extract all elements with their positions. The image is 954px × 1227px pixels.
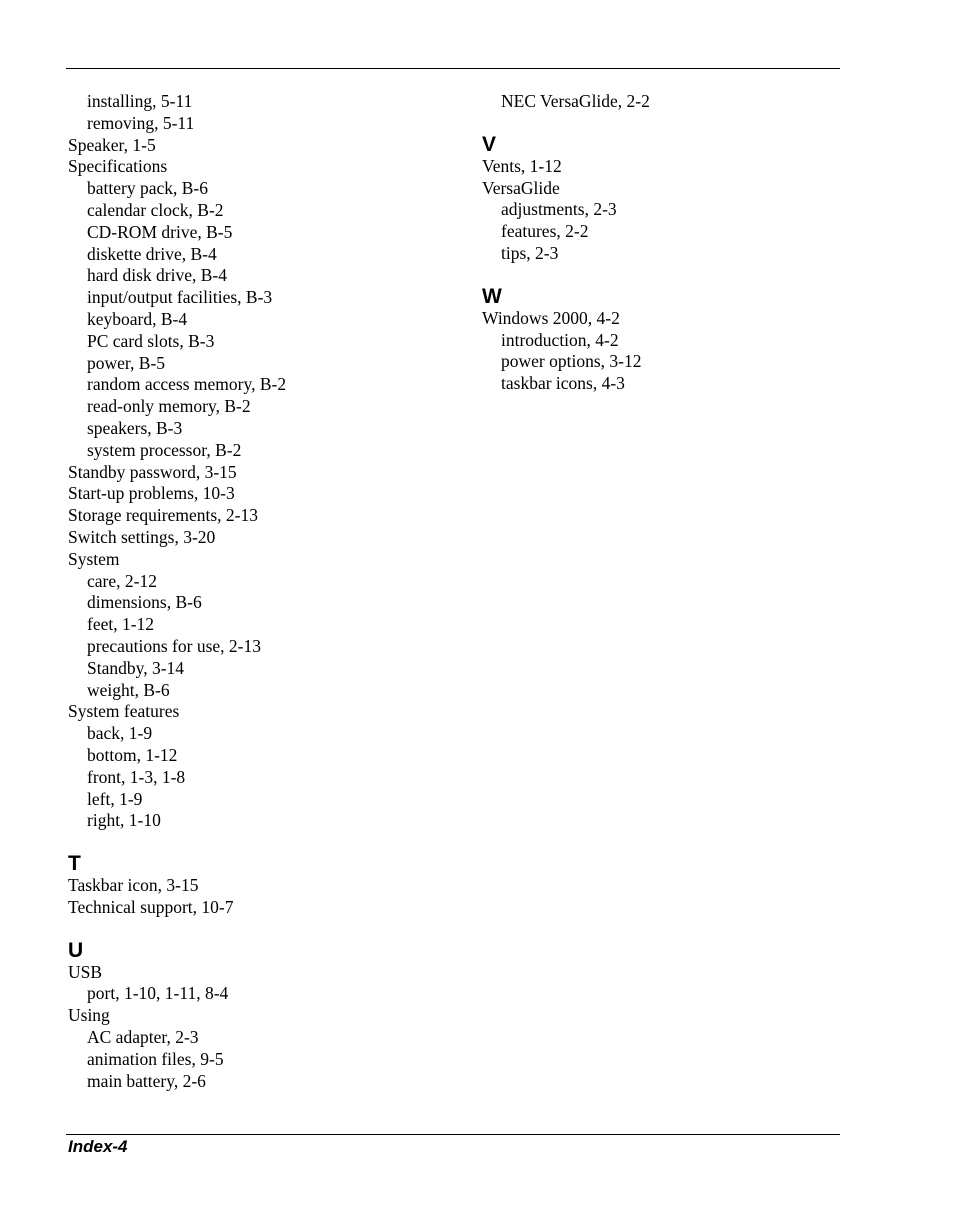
index-subentry: calendar clock, B-2 [87, 199, 224, 220]
index-letter-heading: V [482, 132, 497, 156]
index-entry: Using [68, 1005, 110, 1026]
index-letter-heading: W [482, 284, 502, 308]
index-entry: Start-up problems, 10-3 [68, 483, 235, 504]
index-subentry: animation files, 9-5 [87, 1048, 224, 1069]
index-subentry: adjustments, 2-3 [501, 199, 617, 220]
index-entry: System features [68, 701, 180, 722]
footer-rule [66, 1134, 840, 1135]
index-subentry: power, B-5 [87, 352, 166, 373]
index-entry: VersaGlide [482, 177, 560, 198]
index-letter-heading: U [68, 938, 84, 962]
index-column-right [482, 91, 862, 395]
index-subentry: back, 1-9 [87, 723, 153, 744]
index-entry: Standby password, 3-15 [68, 461, 237, 482]
index-entry: System [68, 548, 120, 569]
index-subentry: main battery, 2-6 [87, 1070, 206, 1091]
index-subentry: CD-ROM drive, B-5 [87, 221, 233, 242]
index-subentry: front, 1-3, 1-8 [87, 766, 186, 787]
index-subentry: care, 2-12 [87, 570, 157, 591]
index-entry: Switch settings, 3-20 [68, 526, 216, 547]
index-entry: Taskbar icon, 3-15 [68, 875, 199, 896]
index-entry: Vents, 1-12 [482, 155, 562, 176]
index-subentry: battery pack, B-6 [87, 178, 208, 199]
index-subentry: NEC VersaGlide, 2-2 [501, 91, 650, 111]
header-rule [66, 68, 840, 69]
index-subentry: system processor, B-2 [87, 439, 242, 460]
index-entry: Storage requirements, 2-13 [68, 505, 259, 526]
index-subentry: AC adapter, 2-3 [87, 1027, 199, 1048]
index-subentry: bottom, 1-12 [87, 744, 178, 765]
index-subentry: dimensions, B-6 [87, 592, 202, 613]
index-subentry: features, 2-2 [501, 221, 589, 242]
index-entry: Specifications [68, 156, 168, 177]
index-subentry: precautions for use, 2-13 [87, 635, 261, 656]
index-subentry: input/output facilities, B-3 [87, 287, 273, 308]
index-subentry: Standby, 3-14 [87, 657, 185, 678]
index-subentry: keyboard, B-4 [87, 308, 188, 329]
index-subentry: random access memory, B-2 [87, 374, 287, 395]
index-entry: Windows 2000, 4-2 [482, 307, 620, 328]
index-subentry: hard disk drive, B-4 [87, 265, 227, 286]
index-subentry: removing, 5-11 [87, 112, 195, 133]
index-subentry: port, 1-10, 1-11, 8-4 [87, 983, 229, 1004]
index-subentry: PC card slots, B-3 [87, 330, 215, 351]
index-entry: Speaker, 1-5 [68, 134, 156, 155]
index-subentry: installing, 5-11 [87, 91, 193, 111]
index-subentry: diskette drive, B-4 [87, 243, 217, 264]
index-letter-heading: T [68, 852, 81, 876]
index-subentry: read-only memory, B-2 [87, 396, 251, 417]
index-column-left [68, 91, 448, 1092]
index-subentry: weight, B-6 [87, 679, 170, 700]
page-number: Index-4 [68, 1137, 128, 1156]
index-entry: Technical support, 10-7 [68, 896, 234, 917]
index-subentry: taskbar icons, 4-3 [501, 373, 625, 394]
index-entry: USB [68, 961, 103, 982]
index-subentry: introduction, 4-2 [501, 329, 619, 350]
index-subentry: right, 1-10 [87, 810, 161, 831]
index-subentry: feet, 1-12 [87, 614, 155, 635]
index-subentry: speakers, B-3 [87, 417, 183, 438]
index-subentry: left, 1-9 [87, 788, 143, 809]
index-subentry: tips, 2-3 [501, 242, 559, 263]
index-subentry: power options, 3-12 [501, 351, 642, 372]
